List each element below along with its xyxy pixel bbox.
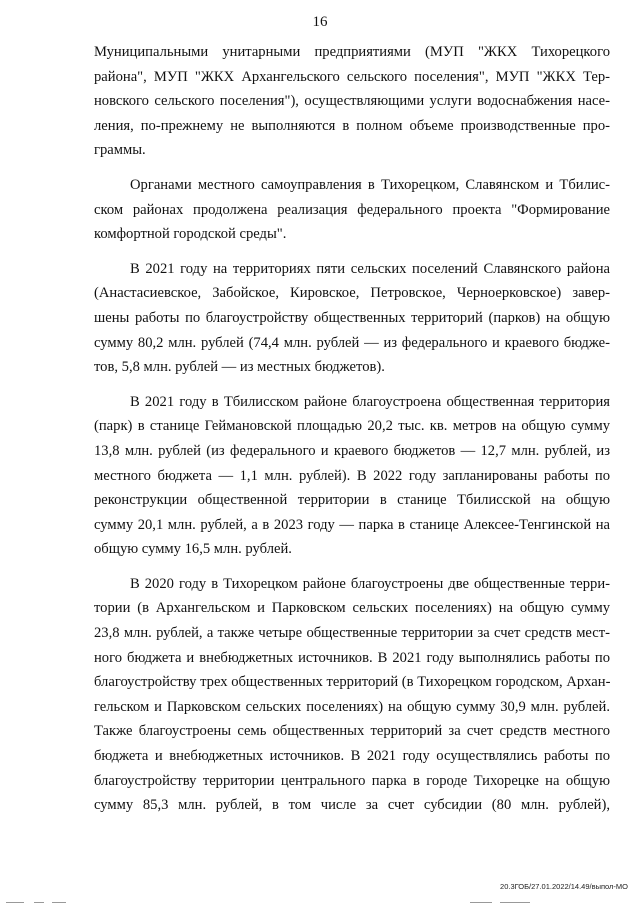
text-line: тории (в Архангельском и Парковском сельских поселениях) на общую сумму [94,600,610,617]
scan-edge-marks [0,899,640,905]
paragraph [94,257,610,380]
text-line: тов, 5,8 млн. рублей — из местных бюджетов). [94,359,385,376]
text-line: сумму 20,1 млн. рублей, а в 2023 году — парка в станице Алексее-Тенгинской на [94,516,610,533]
text-line: В 2020 году в Тихорецком районе благоустроены две общественные терри- [130,575,610,592]
text-line: В 2021 году на территориях пяти сельских поселений Славянского района [130,260,610,277]
text-line: гельском и Парковском сельских поселениях) на общую сумму 30,9 млн. рублей. [94,698,610,715]
document-body [94,40,610,828]
text-line: сумму 80,2 млн. рублей (74,4 млн. рублей — из федерального и краевого бюдже- [94,334,610,351]
text-line: граммы. [94,142,146,159]
paragraph [94,390,610,562]
paragraph [94,173,610,247]
text-line: 23,8 млн. рублей, а также четыре общественные территории за счет средств мест- [94,625,610,642]
text-line: реконструкции общественной территории в станице Тбилисской на общую [94,492,610,509]
text-line: Органами местного самоуправления в Тихорецком, Славянском и Тбилис- [130,176,610,193]
page-number: 16 [312,14,328,30]
text-line: бюджета и внебюджетных источников. В 2021 году осуществлялись работы по [94,748,610,765]
text-line: общую сумму 16,5 млн. рублей. [94,541,292,558]
text-line: ления, по-прежнему не выполняются в полном объеме производственные про- [94,117,610,134]
paragraph [94,572,610,818]
text-line: В 2021 году в Тбилисском районе благоустроена общественная территория [130,393,610,410]
text-line: ском районах продолжена реализация федерального проекта "Формирование [94,201,610,218]
document-footer-code: 20.3ГОБ/27.01.2022/14.49/выпол-МО [500,882,628,891]
text-line: ного бюджета и внебюджетных источников. В 2021 году выполнялись работы по [94,649,610,666]
text-line: местного бюджета — 1,1 млн. рублей). В 2022 году запланированы работы по [94,467,610,484]
text-line: благоустройству территории центрального парка в городе Тихорецке на общую [94,772,610,789]
paragraph [94,40,610,163]
text-line: (парк) в станице Геймановской площадью 20,2 тыс. кв. метров на общую сумму [94,418,610,435]
text-line: комфортной городской среды". [94,226,287,243]
text-line: Также благоустроены семь общественных территорий за счет средств местного [94,723,610,740]
text-line: благоустройству трех общественных территорий (в Тихорецком городском, Архан- [94,674,611,691]
text-line: Муниципальными унитарными предприятиями (МУП "ЖКХ Тихорецкого [94,44,610,60]
text-line: 13,8 млн. рублей (из федерального и краевого бюджетов — 12,7 млн. рублей, из [94,442,610,459]
text-line: (Анастасиевское, Забойское, Кировское, Петровское, Черноерковское) завер- [94,285,610,302]
text-line: новского сельского поселения"), осуществляющими услуги водоснабжения насе- [94,93,610,110]
text-line: шены работы по благоустройству общественных территорий (парков) на общую [94,309,610,326]
text-line: сумму 85,3 млн. рублей, в том числе за счет субсидии (80 млн. рублей), [94,797,610,814]
text-line: района", МУП "ЖКХ Архангельского сельского поселения", МУП "ЖКХ Тер- [94,68,610,85]
